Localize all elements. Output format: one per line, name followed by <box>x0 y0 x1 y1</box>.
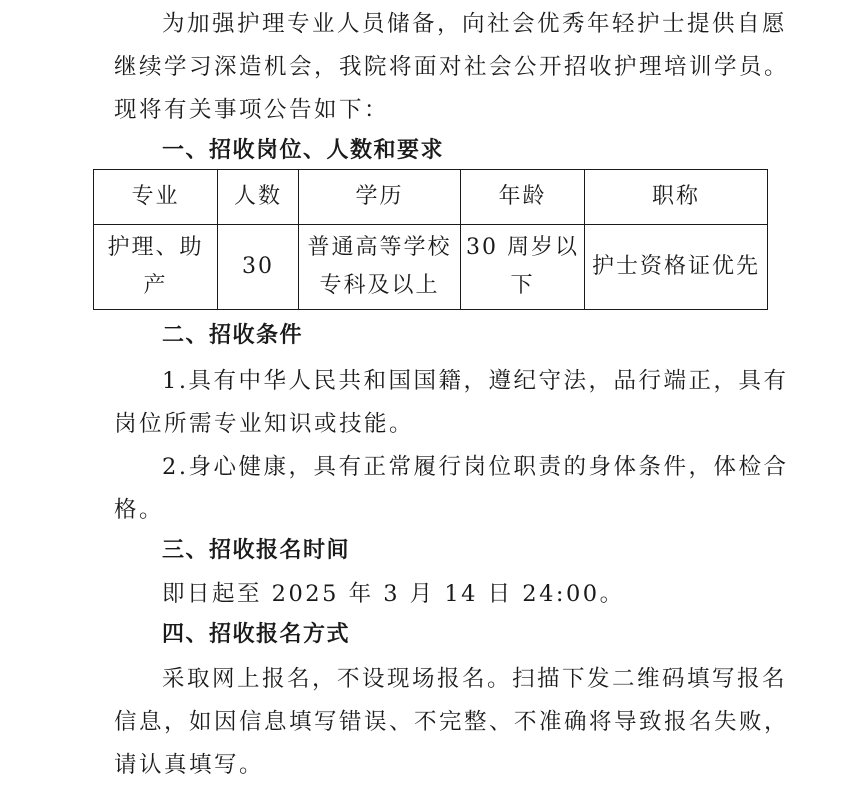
header-title: 职称 <box>585 170 768 225</box>
section-2-item-1-line-1: 1.具有中华人民共和国国籍，遵纪守法，品行端正，具有 <box>162 368 789 394</box>
section-3-heading: 三、招收报名时间 <box>162 538 351 563</box>
cell-title <box>585 225 768 310</box>
table-header-row <box>94 170 768 225</box>
cell-education-line-1: 普通高等学校 <box>307 235 452 260</box>
cell-title-text: 护士资格证优先 <box>591 254 760 279</box>
cell-major-text: 护理、助产 <box>107 235 204 298</box>
section-3-text: 即日起至 2025 年 3 月 14 日 24:00。 <box>162 581 625 607</box>
header-age: 年龄 <box>461 170 585 225</box>
requirements-table <box>93 169 768 310</box>
section-2-item-2-line-1: 2.身心健康，具有正常履行岗位职责的身体条件，体检合 <box>162 454 789 480</box>
intro-line-1: 为加强护理专业人员储备，向社会优秀年轻护士提供自愿 <box>162 11 788 37</box>
section-2-heading: 二、招收条件 <box>162 323 304 348</box>
table-row <box>94 225 768 310</box>
intro-line-3: 现将有关事项公告如下： <box>114 97 390 123</box>
intro-line-2: 继续学习深造机会，我院将面对社会公开招收护理培训学员。 <box>114 54 790 80</box>
header-count: 人数 <box>218 170 299 225</box>
cell-education-line-2: 专科及以上 <box>319 273 440 298</box>
section-2-item-2-line-2: 格。 <box>114 497 165 523</box>
section-4-line-1: 采取网上报名，不设现场报名。扫描下发二维码填写报名 <box>162 666 788 692</box>
cell-age <box>461 225 585 310</box>
header-major: 专业 <box>94 170 218 225</box>
cell-count-text: 30 <box>242 254 274 279</box>
section-2-item-1-line-2: 岗位所需专业知识或技能。 <box>114 411 415 437</box>
cell-count <box>218 225 299 310</box>
section-4-heading: 四、招收报名方式 <box>162 622 351 647</box>
cell-age-line-2: 下 <box>510 273 535 298</box>
cell-education <box>299 225 461 310</box>
section-1-heading: 一、招收岗位、人数和要求 <box>162 138 445 163</box>
header-education: 学历 <box>299 170 461 225</box>
cell-age-line-1: 30 周岁以 <box>466 235 579 260</box>
section-4-line-2: 信息，如因信息填写错误、不完整、不准确将导致报名失败， <box>114 709 790 735</box>
section-4-line-3: 请认真填写。 <box>114 752 265 778</box>
cell-major <box>94 225 218 310</box>
